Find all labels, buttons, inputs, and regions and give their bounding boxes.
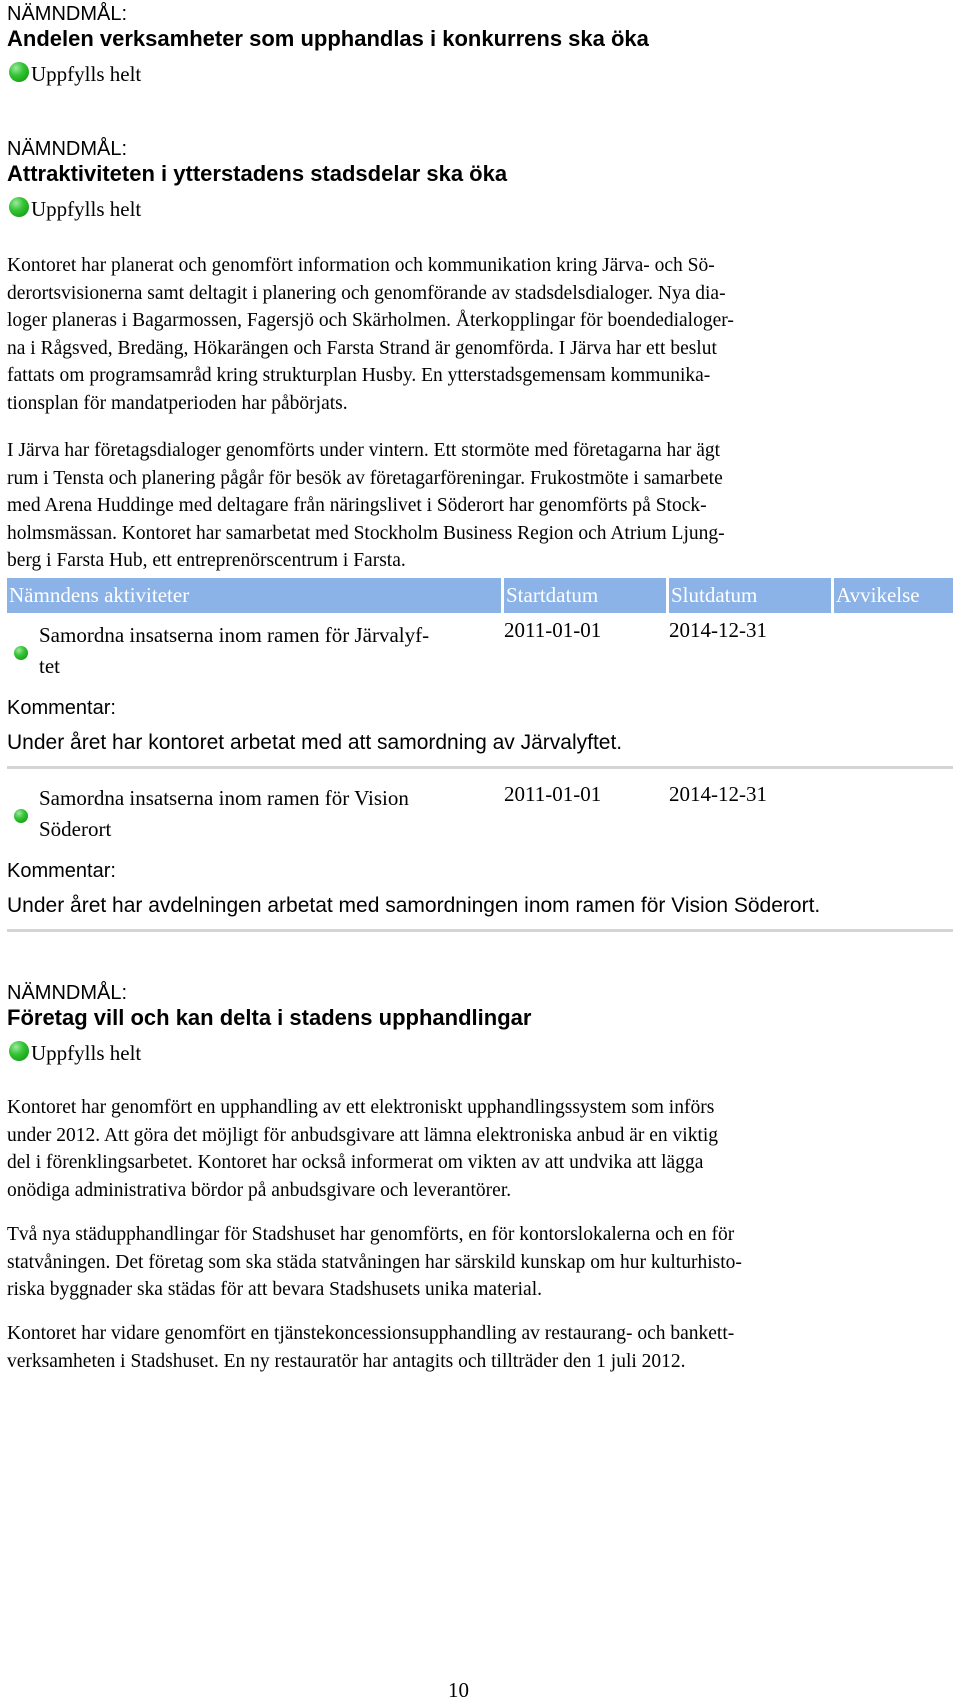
status-green-icon — [9, 1041, 29, 1061]
comment-label: Kommentar: — [7, 697, 116, 719]
text-line: statvåningen. Det företag som ska städa statvåningen har särskild kunskap om hur kulturhisto- — [7, 1251, 742, 1273]
text-line: Kontoret har planerat och genomfört information och kommunikation kring Järva- och Sö- — [7, 255, 715, 276]
text-line: del i förenklingsarbetet. Kontoret har också informerat om vikten av att undvika att lägga — [7, 1152, 704, 1173]
text-line: Samordna insatserna inom ramen för Vision — [39, 786, 409, 810]
text-line: onödiga administrativa bördor på anbudsgivare och leverantörer. — [7, 1179, 512, 1201]
text-line: tet — [39, 654, 60, 678]
status-green-icon — [14, 809, 28, 823]
text-line: Kontoret har vidare genomfört en tjänstekoncessionsupphandling av restaurang- och bankett- — [7, 1323, 735, 1344]
text-line: I Järva har företagsdialoger genomförts under vintern. Ett stormöte med företagarna har ägt — [7, 440, 721, 461]
activity-name — [39, 620, 429, 682]
status-green-icon — [9, 62, 29, 82]
row-separator — [7, 766, 953, 769]
text-line: riska byggnader ska städas för att bevara Stadshusets unika material. — [7, 1279, 543, 1300]
goal-status — [7, 197, 507, 222]
goal-3-paragraph-2 — [7, 1221, 953, 1304]
goal-3-paragraph-3 — [7, 1320, 953, 1375]
end-date: 2014-12-31 — [669, 782, 767, 806]
goal-status — [7, 1041, 531, 1066]
comment-label: Kommentar: — [7, 860, 116, 882]
status-text: Uppfylls helt — [31, 1041, 142, 1065]
goal-label: NÄMNDMÅL: — [7, 982, 128, 1004]
text-line: fattats om programsamråd kring strukturplan Husby. En ytterstadsgemensam kommunika- — [7, 365, 711, 386]
text-line: loger planeras i Bagarmossen, Fagersjö och Skärholmen. Återkopplingar för boendedialoger- — [7, 310, 734, 331]
goal-label: NÄMNDMÅL: — [7, 138, 128, 160]
goal-status — [7, 62, 649, 87]
status-text: Uppfylls helt — [31, 197, 142, 221]
comment-text: Under året har avdelningen arbetat med samordningen inom ramen för Vision Söderort. — [7, 894, 821, 917]
goal-title: Företag vill och kan delta i stadens upphandlingar — [7, 1005, 532, 1030]
text-line: verksamheten i Stadshuset. En ny restauratör har antagits och tillträder den 1 juli 2012. — [7, 1350, 686, 1372]
text-line: rum i Tensta och planering pågår för besök av företagarföreningar. Frukostmöte i samarbete — [7, 467, 723, 489]
goal-1 — [7, 3, 649, 87]
header-start-date: Startdatum — [504, 578, 666, 613]
goal-2-paragraph-2 — [7, 437, 953, 575]
status-text: Uppfylls helt — [31, 62, 142, 86]
text-line: holmsmässan. Kontoret har samarbetat med Stockholm Business Region och Atrium Ljung- — [7, 522, 725, 544]
activity-name — [39, 783, 409, 845]
end-date: 2014-12-31 — [669, 618, 767, 642]
text-line: na i Rågsved, Bredäng, Hökarängen och Farsta Strand är genomförda. I Järva har ett beslut — [7, 337, 717, 359]
text-line: Kontoret har genomfört en upphandling av ett elektroniskt upphandlingssystem som införs — [7, 1097, 715, 1118]
text-line: under 2012. Att göra det möjligt för anbudsgivare att lämna elektroniska anbud är en viktig — [7, 1124, 719, 1146]
activities-table-header — [7, 578, 953, 613]
text-line: Två nya städupphandlingar för Stadshuset har genomförts, en för kontorslokalerna och en för — [7, 1224, 735, 1245]
goal-2-paragraph-1 — [7, 252, 953, 417]
start-date: 2011-01-01 — [504, 618, 602, 642]
text-line: med Arena Huddinge med deltagare från näringslivet i Söderort har genomförts på Stock- — [7, 495, 707, 516]
start-date: 2011-01-01 — [504, 782, 602, 806]
row-separator — [7, 929, 953, 932]
goal-title: Attraktiviteten i ytterstadens stadsdelar ska öka — [7, 161, 508, 186]
text-line: tionsplan för mandatperioden har påbörjats. — [7, 392, 348, 414]
goal-title: Andelen verksamheter som upphandlas i konkurrens ska öka — [7, 26, 649, 51]
header-deviation: Avvikelse — [834, 578, 953, 613]
text-line: Söderort — [39, 817, 112, 841]
goal-3 — [7, 982, 531, 1066]
text-line: Samordna insatserna inom ramen för Järvalyf- — [39, 623, 430, 647]
text-line: berg i Farsta Hub, ett entreprenörscentrum i Farsta. — [7, 550, 406, 571]
comment-text: Under året har kontoret arbetat med att samordning av Järvalyftet. — [7, 731, 623, 754]
page-number: 10 — [448, 1678, 469, 1702]
header-end-date: Slutdatum — [669, 578, 831, 613]
text-line: derortsvisionerna samt deltagit i planering och genomförande av stadsdelsdialoger. Nya dia- — [7, 282, 726, 304]
goal-2 — [7, 138, 507, 222]
status-green-icon — [14, 646, 28, 660]
status-green-icon — [9, 197, 29, 217]
goal-label: NÄMNDMÅL: — [7, 3, 128, 25]
header-activities: Nämndens aktiviteter — [7, 578, 501, 613]
goal-3-paragraph-1 — [7, 1094, 953, 1204]
